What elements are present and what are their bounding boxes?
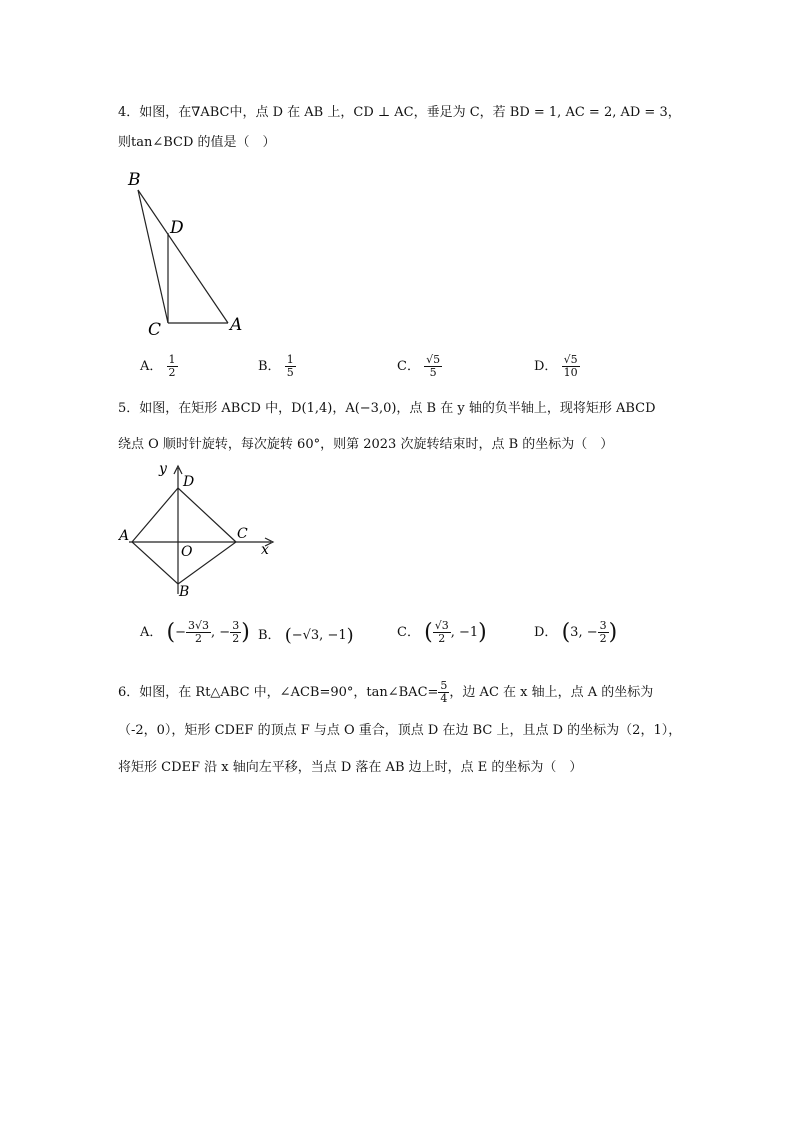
- q4-text-line1: 4．如图，在∇ABC中，点 D 在 AB 上，CD ⊥ AC，垂足为 C，若 BD = 1, AC = 2, AD = 3，: [118, 105, 681, 120]
- label-d: D: [183, 474, 195, 490]
- label-c: C: [148, 320, 162, 340]
- label-x: x: [261, 542, 269, 558]
- q4-option-d[interactable]: D． $\frac{√5}{10}$: [534, 353, 578, 379]
- label-a: A: [119, 528, 130, 544]
- q6-text-line3: 将矩形 CDEF 沿 x 轴向左平移，当点 D 落在 AB 边上时，点 E 的坐标为（ ）: [118, 760, 583, 775]
- q4-triangle-figure: [120, 165, 260, 345]
- label-y: y: [159, 461, 167, 477]
- segment-ba: [138, 190, 228, 323]
- q6-text-line2: （-2，0），矩形 CDEF 的顶点 F 与点 O 重合，顶点 D 在边 BC 上，且点 D 的坐标为（2，1），: [118, 723, 682, 738]
- q5-option-a[interactable]: A． (− $\frac{3√3}{2}$ , − $\frac{3}{2}$ ): [140, 619, 250, 645]
- label-c: C: [237, 526, 248, 542]
- label-o: O: [181, 544, 193, 560]
- q4-text-line2: 则tan∠BCD 的值是（ ）: [118, 135, 276, 150]
- q5-text-line2: 绕点 O 顺时针旋转，每次旋转 60°，则第 2023 次旋转结束时，点 B 的坐标为（ ）: [118, 437, 614, 452]
- q4-option-c[interactable]: C． $\frac{√5}{5}$: [397, 353, 441, 379]
- q5-option-c[interactable]: C． ( $\frac{√3}{2}$ , −1): [397, 619, 487, 645]
- q5-option-d[interactable]: D． (3, − $\frac{3}{2}$ ): [534, 619, 618, 645]
- q5-text-line1: 5．如图，在矩形 ABCD 中，D(1,4)，A(−3,0)，点 B 在 y 轴的负半轴上，现将矩形 ABCD: [118, 401, 656, 416]
- label-a: A: [230, 315, 243, 335]
- q4-option-a[interactable]: A． $\frac{1}{2}$: [140, 353, 176, 379]
- q6-text-line1: 6．如图，在 Rt△ABC 中，∠ACB=90°，tan∠BAC= $\frac{5}{4}$ ，边 AC 在 x 轴上，点 A 的坐标为: [118, 679, 654, 705]
- q4-option-b[interactable]: B． $\frac{1}{5}$: [258, 353, 294, 379]
- q5-option-b[interactable]: B． (−√3, −1): [258, 625, 354, 646]
- label-d: D: [170, 218, 184, 238]
- label-b: B: [128, 170, 141, 190]
- rectangle-abcd: [132, 488, 236, 584]
- label-b: B: [179, 584, 190, 600]
- segment-bc: [138, 190, 168, 323]
- q5-rectangle-figure: [115, 456, 285, 601]
